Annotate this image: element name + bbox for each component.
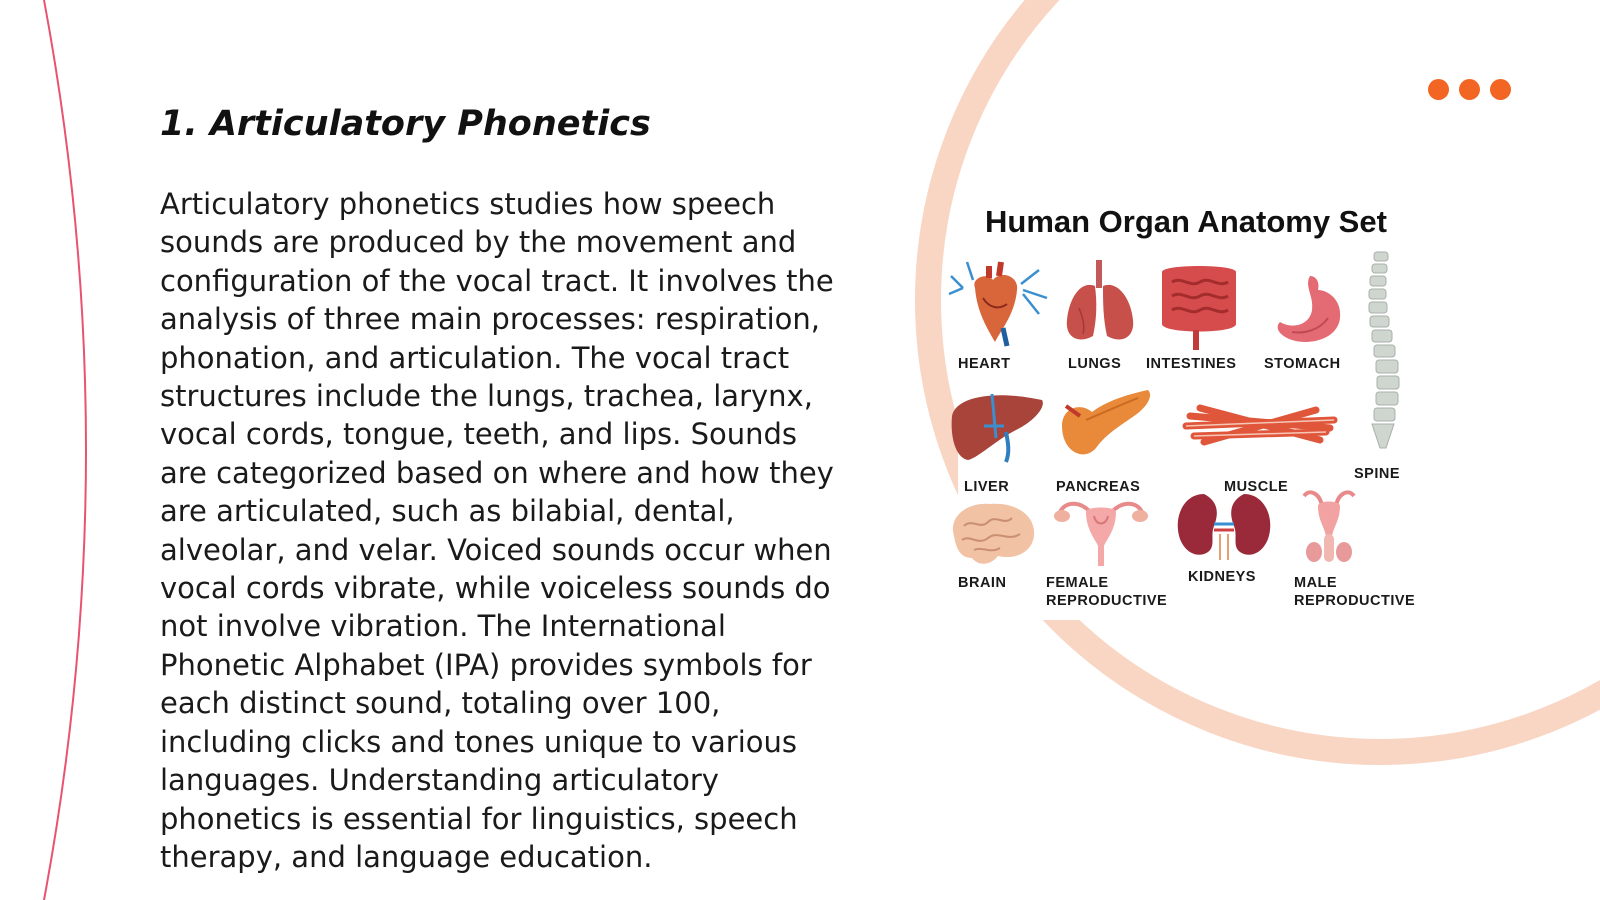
organ-label-muscle: MUSCLE [1224, 479, 1289, 495]
intestines-icon [1156, 262, 1242, 352]
organ-label-male-1: MALE [1294, 575, 1338, 591]
organ-male-reproductive [1294, 486, 1434, 608]
male-reproductive-icon [1294, 486, 1364, 566]
organ-label-heart: HEART [958, 356, 1011, 372]
organ-liver [946, 386, 1050, 495]
female-reproductive-icon [1046, 490, 1156, 570]
liver-icon [946, 386, 1050, 466]
figure-title: Human Organ Anatomy Set [985, 204, 1387, 239]
stomach-icon [1270, 272, 1350, 348]
organ-label-intestines: INTESTINES [1146, 356, 1237, 372]
muscle-icon [1180, 396, 1340, 456]
organ-anatomy-figure [958, 200, 1458, 620]
organ-brain [944, 496, 1044, 590]
organ-muscle [1180, 396, 1340, 495]
left-curve [44, 0, 86, 900]
brain-icon [944, 496, 1040, 568]
kidneys-icon [1174, 490, 1274, 562]
organ-lungs [1061, 258, 1141, 372]
organ-label-lungs: LUNGS [1068, 356, 1122, 372]
organ-label-liver: LIVER [964, 479, 1010, 495]
organ-intestines [1146, 262, 1256, 372]
spine-icon [1356, 248, 1406, 458]
three-dots-decoration [1428, 79, 1511, 100]
organ-label-male-2: REPRODUCTIVE [1294, 593, 1416, 609]
dot-icon [1459, 79, 1480, 100]
organ-label-spine: SPINE [1354, 466, 1401, 482]
organ-kidneys [1174, 490, 1274, 590]
organ-label-female-2: REPRODUCTIVE [1046, 593, 1168, 609]
organ-label-stomach: STOMACH [1264, 356, 1341, 372]
organ-label-female-1: FEMALE [1046, 575, 1109, 591]
heart-icon [943, 258, 1053, 358]
organ-female-reproductive [1046, 490, 1186, 608]
dot-icon [1428, 79, 1449, 100]
organ-spine [1356, 248, 1416, 483]
organ-pancreas [1056, 386, 1156, 495]
organ-label-pancreas: PANCREAS [1056, 479, 1141, 495]
organ-stomach [1264, 272, 1360, 372]
lungs-icon [1061, 258, 1141, 348]
slide-title: 1. Articulatory Phonetics [160, 104, 651, 144]
organ-heart [943, 258, 1053, 372]
slide-body-text: Articulatory phonetics studies how speech sounds are produced by the movement and configuration of the vocal tract. It involves the analysis of three main processes: respiration, phonation, and articulation. The vocal tract structures include the lungs, trachea, larynx, vocal cords, tongue, teeth, and lips. Sounds are categorized based on where and how they are articulated, such as bilabial, dental, alveolar, and velar. Voiced sounds occur when vocal cords vibrate, while voiceless sounds do not involve vibration. The International Phonetic Alphabet (IPA) provides symbols for each distinct sound, totaling over 100, including clicks and tones unique to various languages. Understanding articulatory phonetics is essential for linguistics, speech therapy, and language education. [160, 187, 834, 874]
dot-icon [1490, 79, 1511, 100]
pancreas-icon [1056, 386, 1156, 462]
organ-label-kidneys: KIDNEYS [1188, 569, 1256, 585]
organ-label-brain: BRAIN [958, 575, 1007, 591]
